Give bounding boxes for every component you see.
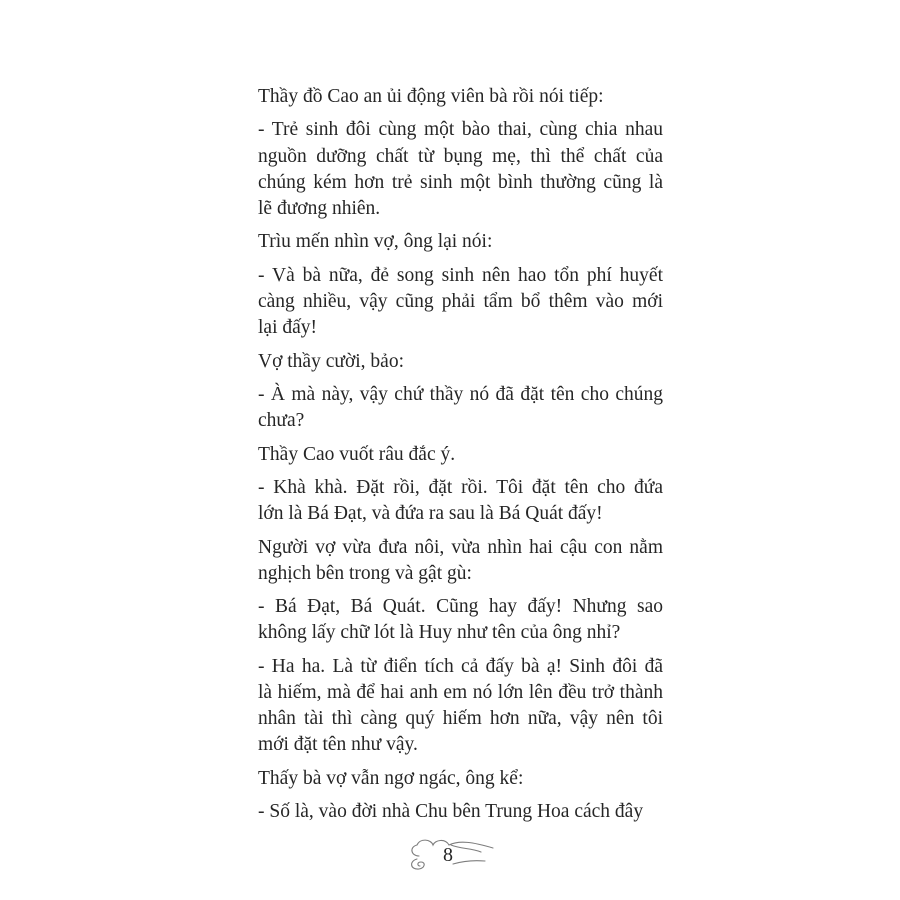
text-line: chưa? <box>258 410 305 432</box>
paragraph <box>239 84 663 110</box>
paragraph <box>239 654 663 759</box>
paragraph <box>239 442 663 468</box>
paragraph <box>239 349 663 375</box>
text-line: Người vợ vừa đưa nôi, vừa nhìn hai cậu con nằm <box>258 536 663 558</box>
paragraph <box>239 594 663 646</box>
text-line: không lấy chữ lót là Huy như tên của ông nhỉ? <box>258 622 621 644</box>
text-line: nguồn dưỡng chất từ bụng mẹ, thì thể chất của <box>258 145 663 167</box>
paragraph <box>239 117 663 222</box>
paragraph <box>239 382 663 434</box>
paragraph <box>239 229 663 255</box>
text-line: - Trẻ sinh đôi cùng một bào thai, cùng chia nhau <box>258 119 663 141</box>
text-line: lớn là Bá Đạt, và đứa ra sau là Bá Quát đấy! <box>258 503 603 525</box>
text-line: Thầy đồ Cao an ủi động viên bà rồi nói tiếp: <box>258 86 604 107</box>
text-line: mới đặt tên như vậy. <box>258 734 418 756</box>
text-line: - Bá Đạt, Bá Quát. Cũng hay đấy! Nhưng sao <box>258 596 663 618</box>
paragraph <box>239 766 663 792</box>
text-line: - Số là, vào đời nhà Chu bên Trung Hoa cách đây <box>258 801 644 823</box>
text-line: chúng kém hơn trẻ sinh một bình thường cũng là <box>258 171 663 193</box>
text-line: nghịch bên trong và gật gù: <box>258 562 472 584</box>
text-line: - À mà này, vậy chứ thầy nó đã đặt tên cho chúng <box>258 383 663 405</box>
paragraph <box>239 799 663 825</box>
text-line: Vợ thầy cười, bảo: <box>258 350 404 372</box>
text-line: nhân tài thì càng quý hiếm hơn nữa, vậy nên tôi <box>258 708 663 730</box>
text-line: Thầy Cao vuốt râu đắc ý. <box>258 443 456 465</box>
paragraph <box>239 263 663 342</box>
page-footer <box>405 832 505 876</box>
text-line: Thấy bà vợ vẫn ngơ ngác, ông kể: <box>258 767 524 789</box>
cloud-ornament-icon <box>405 832 505 876</box>
text-line: - Khà khà. Đặt rồi, đặt rồi. Tôi đặt tên cho đứa <box>258 476 663 498</box>
text-line: Trìu mến nhìn vợ, ông lại nói: <box>258 231 493 253</box>
text-line: là hiếm, mà để hai anh em nó lớn lên đều trở thành <box>258 681 663 703</box>
paragraph <box>239 475 663 527</box>
text-line: lại đấy! <box>258 317 318 339</box>
page-number: 8 <box>443 844 453 866</box>
text-line: càng nhiều, vậy cũng phải tẩm bổ thêm vào mới <box>258 290 663 312</box>
text-line: - Và bà nữa, đẻ song sinh nên hao tổn phí huyết <box>258 264 663 286</box>
text-line: lẽ đương nhiên. <box>258 198 381 219</box>
body-text <box>239 84 663 833</box>
text-line: - Ha ha. Là từ điển tích cả đấy bà ạ! Sinh đôi đã <box>258 655 663 677</box>
paragraph <box>239 535 663 587</box>
